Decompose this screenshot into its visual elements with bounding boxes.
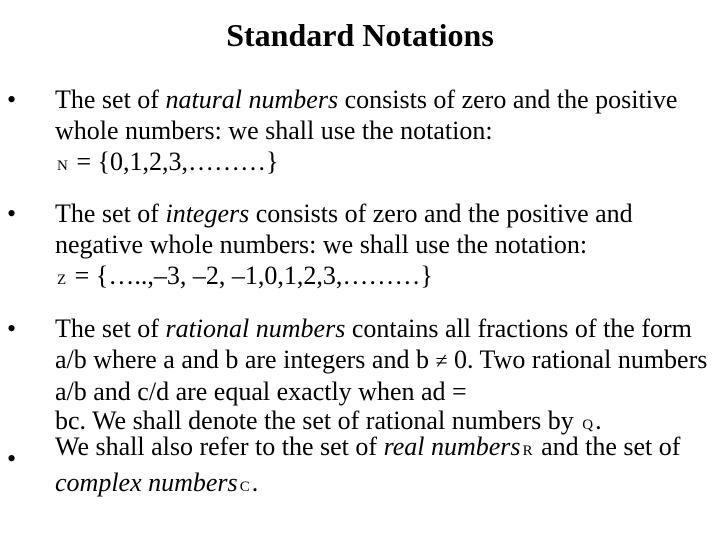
text-run: The set of	[55, 199, 166, 228]
set-symbol-C: C	[239, 479, 250, 495]
emphasis-term: integers	[165, 199, 250, 228]
text-run: contains all fractions of the form a/b where a and b are integers and b	[55, 314, 692, 374]
not-equal-symbol: ≠	[435, 348, 448, 373]
set-symbol-R: R	[522, 443, 533, 459]
set-symbol-Z: Z	[57, 272, 67, 288]
text-run: and the set of	[534, 432, 681, 461]
text-run: .	[251, 468, 259, 497]
emphasis-term: rational numbers	[165, 314, 346, 343]
bullet-marker: •	[7, 314, 17, 343]
text-run: The set of	[55, 314, 166, 343]
emphasis-term: complex numbers	[55, 468, 238, 497]
bullet-text	[55, 313, 715, 441]
bullet-text	[55, 431, 715, 503]
slide-title: Standard Notations	[226, 17, 494, 53]
bullet-text	[55, 198, 715, 296]
text-run: bc. We shall denote the set of rational numbers by	[55, 406, 581, 435]
set-symbol-Q: Q	[582, 417, 594, 433]
emphasis-term: real numbers	[383, 432, 521, 461]
text-run: .	[595, 406, 602, 435]
emphasis-term: natural numbers	[165, 85, 339, 114]
bullet-marker: •	[7, 444, 17, 473]
text-run: 0. Two rational numbers a/b and c/d are equal exactly when ad =	[55, 345, 708, 406]
text-run: consists of zero and the positive whole numbers: we shall use the notation:	[55, 85, 678, 145]
bullet-text	[55, 84, 715, 182]
set-symbol-N: N	[57, 158, 68, 174]
set-notation: = {0,1,2,3,………}	[69, 147, 279, 176]
text-run: consists of zero and the positive and negative whole numbers: we shall use the notation:	[55, 199, 633, 259]
bullet-marker: •	[7, 199, 17, 228]
text-run: We shall also refer to the set of	[55, 432, 384, 461]
set-notation: = {…..,–3, –2, –1,0,1,2,3,………}	[68, 261, 433, 290]
text-run: The set of	[55, 85, 166, 114]
bullet-marker: •	[7, 85, 17, 114]
